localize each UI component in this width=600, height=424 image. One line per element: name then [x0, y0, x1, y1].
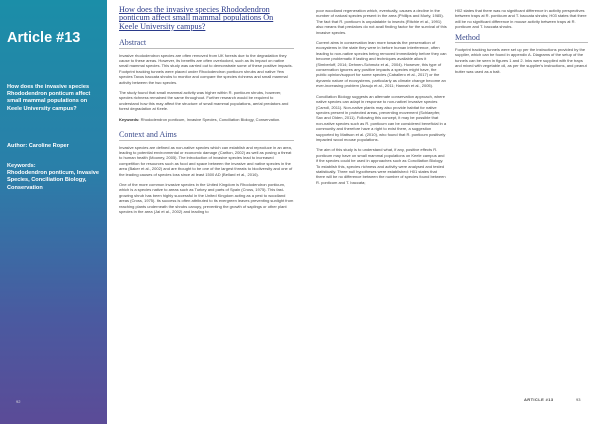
body-paragraph: Current aims in conservation lean more towards the preservation of ecosystems in the state they were in before human interference, often leading to non-native species being removed immediately before they can become problematic if lasting and techniques available allow it (Simberloff, 2014; Dehnen-Schmutz et al., 2004). However, this type of conservation ignores any positive impacts a species might have, the public opinion/support for some species (Caballero et al., 2017) or the dynamic nature of ecosystems, particularly as climate change become an ever-increasing problem (Araujo et al., 2011; Hannah et al., 2005).: [316, 40, 447, 89]
method-heading: Method: [455, 35, 588, 43]
body-paragraph: The aim of this study is to understand what, if any, positive effects R. ponticum may have on small mammal populations on Keele campus and if the species could be used in approaches such as Conciliation Biology. To establish this, species richness and activity were analysed and tested statistically. Three null hypotheses were established: H01 states that there will be no difference between the number of species found between R. ponticum and T. baccata;: [316, 147, 446, 185]
sidebar-keywords-label: Keywords:: [7, 163, 36, 169]
column-1: [119, 6, 294, 219]
sidebar-title: How does the invasive species Rhododendron ponticum affect small mammal populations on Keele University campus?: [7, 84, 91, 112]
method-paragraph: Footprint tracking tunnels were set up per the instructions provided by the supplier, which can be found in appendix A. Diagrams of the setup of the tunnels can be seen in figures 1 and 2. Inks were supplied with the traps and mixed with vegetable oil, as per the supplier's instructions, and peanut butter was used as a bait.: [455, 47, 587, 74]
author: Author: Caroline Roper: [7, 143, 69, 149]
sidebar-keywords: [7, 163, 103, 192]
page-number-right: 93: [576, 397, 581, 402]
body-paragraph: Conciliation Biology suggests an alternate conservation approach, where native species can adapt in response to non-native/ invasive species (Carroll, 2011). Non-native plants may also provide habitat for native species present in protected areas, preventing movement (Schlaepfer, Sax and Olden, 2011). Following this concept, it may be possible that non-native species such as R. ponticum can be considered beneficial in a community and therefore have a right to exist there, a suggestion supported by Mattson et al. (2010), who found that R. ponticum positively impacted wood mouse populations.: [316, 93, 447, 142]
abstract-heading: Abstract: [119, 40, 294, 48]
page-number-left: 92: [16, 399, 21, 404]
sidebar: [0, 0, 107, 424]
sidebar-keywords-list: Rhododendron ponticum, Invasive Species, Conciliation Biology, Conservation: [7, 170, 99, 191]
keywords-list: Rhododendron ponticum, Invasive Species, Conciliation Biology, Conservation.: [140, 116, 281, 122]
column-2: [316, 8, 447, 190]
context-paragraph: One of the more common invasive species in the United Kingdom is Rhododendron ponticum, which is a species native to areas such as Turkey and parts of Spain (Cross, 1975). This fast-growing shrub has been highly successful in the United Kingdom acting as a pest to woodland areas (Cross, 1975). Its success is often attributed to its evergreen leaves preventing sunlight from reaching plants underneath the shrubs canopy, preventing the growth of saplings or other plant species in the area (Jai et al., 2002) and leading to: [119, 181, 294, 214]
abstract-paragraph: Invasive rhododendron species are often removed from UK forests due to the degradation they cause to these areas. However, its benefits are often overlooked, such as its impact on native small mammal species. This study was carried out to demonstrate some of these positive impacts. Footprint tracking tunnels were placed under Rhododendron ponticum shrubs and native Yew species Taxus baccata shrubs to monitor and compare the species richness and small mammal activity between the two species.: [119, 52, 293, 85]
keywords-line: [119, 117, 294, 122]
keywords-label: Keywords:: [119, 116, 140, 122]
article-title[interactable]: How does the invasive species Rhododendron ponticum affect small mammal populations On Keele University campus?: [119, 5, 274, 31]
article-number: Article #13: [7, 30, 81, 46]
body-paragraph: H02 states that there was no significant difference in activity perspectives between traps at R. ponticum and T. baccata shrubs; H03 states that there will be no significant difference in mouse activity between traps at R. ponticum and T. baccata shrubs.: [455, 8, 587, 30]
body-paragraph: poor woodland regeneration which, eventually, causes a decline in the number of natural species present in the area (Phillips and Murty, 1985). The fact that R. ponticum is unpalatable to insects (Ritchie et al., 1991) also means that predators do not avail finding factor for the survival of this invasive species.: [316, 8, 447, 35]
abstract-paragraph: The study found that small mammal activity was higher within R. ponticum shrubs, however, species richness remained the same throughout. Further research would be required to understand how this may affect the structure of small mammal populations, aerial predators and forest degradation at Keele.: [119, 90, 289, 112]
context-paragraph: Invasive species are defined as non-native species which can establish and reproduce in an area, leading to potential environmental or economic damage (Carlton, 2002) as well as posing a threat to human health (Mooney, 2005). The introduction of invasive species lead to increased competition for resources such as food and space between the invasive and native species in the area (Baker et al., 2002) and are thought to be one of the largest threats to biodiversity and one of the leading causes of species loss since at least 1500 AD (Bellard et al., 2016).: [119, 144, 293, 177]
column-3: [455, 8, 588, 79]
context-heading: Context and Aims: [119, 132, 294, 140]
footer-article-label: ARTICLE #13: [524, 397, 554, 402]
